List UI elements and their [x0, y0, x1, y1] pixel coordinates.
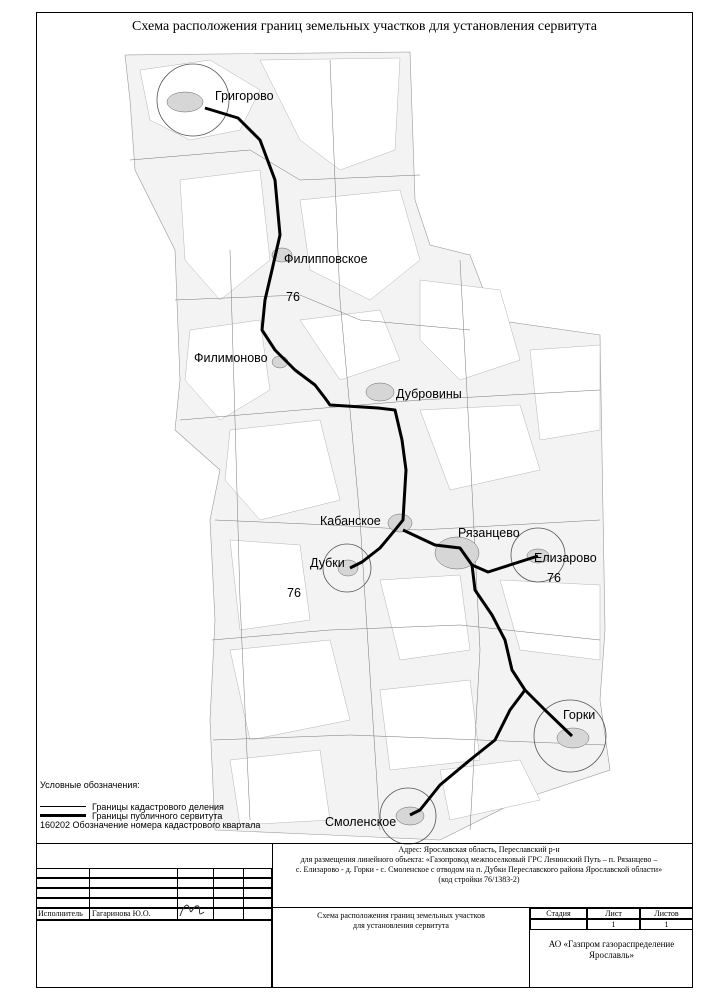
legend-label: Границы кадастрового деления — [92, 801, 224, 812]
legend-swatch — [40, 806, 86, 807]
stage-label: Стадия — [546, 909, 571, 918]
address-line: с. Елизарово - д. Горки - с. Смоленское с отводом на п. Дубки Переславского района Ярославской области» — [295, 865, 663, 874]
organization-line: АО «Газпром газораспределение — [548, 939, 675, 949]
place-label-filippovskoe: Филипповское — [284, 252, 368, 266]
legend-item-quarter — [40, 820, 260, 829]
doc-title-line: Схема расположения границ земельных участков — [317, 911, 485, 920]
region-label: 76 — [287, 586, 301, 600]
legend-swatch — [40, 814, 86, 817]
organization-line: Ярославль» — [589, 950, 634, 960]
signature-icon — [178, 900, 206, 922]
sheet-label: Лист — [605, 909, 622, 918]
place-label-ryazantsevo: Рязанцево — [458, 526, 520, 540]
sheets-label: Листов — [654, 909, 679, 918]
place-label-gorki: Горки — [563, 708, 596, 722]
address-text — [272, 845, 686, 885]
organization — [530, 939, 693, 961]
address-line: Адрес: Ярославская область, Переславский р-н — [398, 845, 560, 854]
sheets-value: 1 — [664, 920, 669, 929]
place-label-smolenskoe: Смоленское — [325, 815, 397, 829]
executor-label: Исполнитель — [38, 909, 83, 918]
place-label-dubki: Дубки — [310, 556, 345, 570]
address-line: для размещения линейного объекта: «Газопровод межпоселковый ГРС Ленинский Путь – п. Рязанцево – — [300, 855, 658, 864]
region-label: 76 — [547, 571, 561, 585]
stage-value-cell — [530, 919, 587, 930]
executor-name: Гагаринова Ю.О. — [92, 909, 151, 918]
place-label-kabanskoe: Кабанское — [320, 514, 381, 528]
doc-title-line: для установления сервитута — [353, 921, 449, 930]
legend-label: 160202 Обозначение номера кадастрового квартала — [40, 819, 261, 830]
sheet-value: 1 — [611, 920, 616, 929]
legend-heading: Условные обозначения: — [40, 780, 140, 790]
stamp-grid-col — [214, 868, 244, 920]
stamp-grid-row — [36, 920, 272, 988]
place-label-filimonovo: Филимоново — [194, 351, 268, 365]
region-label: 76 — [286, 290, 300, 304]
legend-label: Границы публичного сервитута — [92, 810, 223, 821]
page-title: Схема расположения границ земельных участков для установления сервитута — [132, 19, 597, 34]
map-legend — [40, 780, 260, 829]
place-label-dubroviny: Дубровины — [396, 387, 462, 401]
address-line: (код стройки 76/1383-2) — [438, 875, 520, 884]
place-label-grigorovo: Григорово — [215, 89, 274, 103]
place-label-elizarovo: Елизарово — [534, 551, 597, 565]
doc-title — [272, 911, 530, 931]
